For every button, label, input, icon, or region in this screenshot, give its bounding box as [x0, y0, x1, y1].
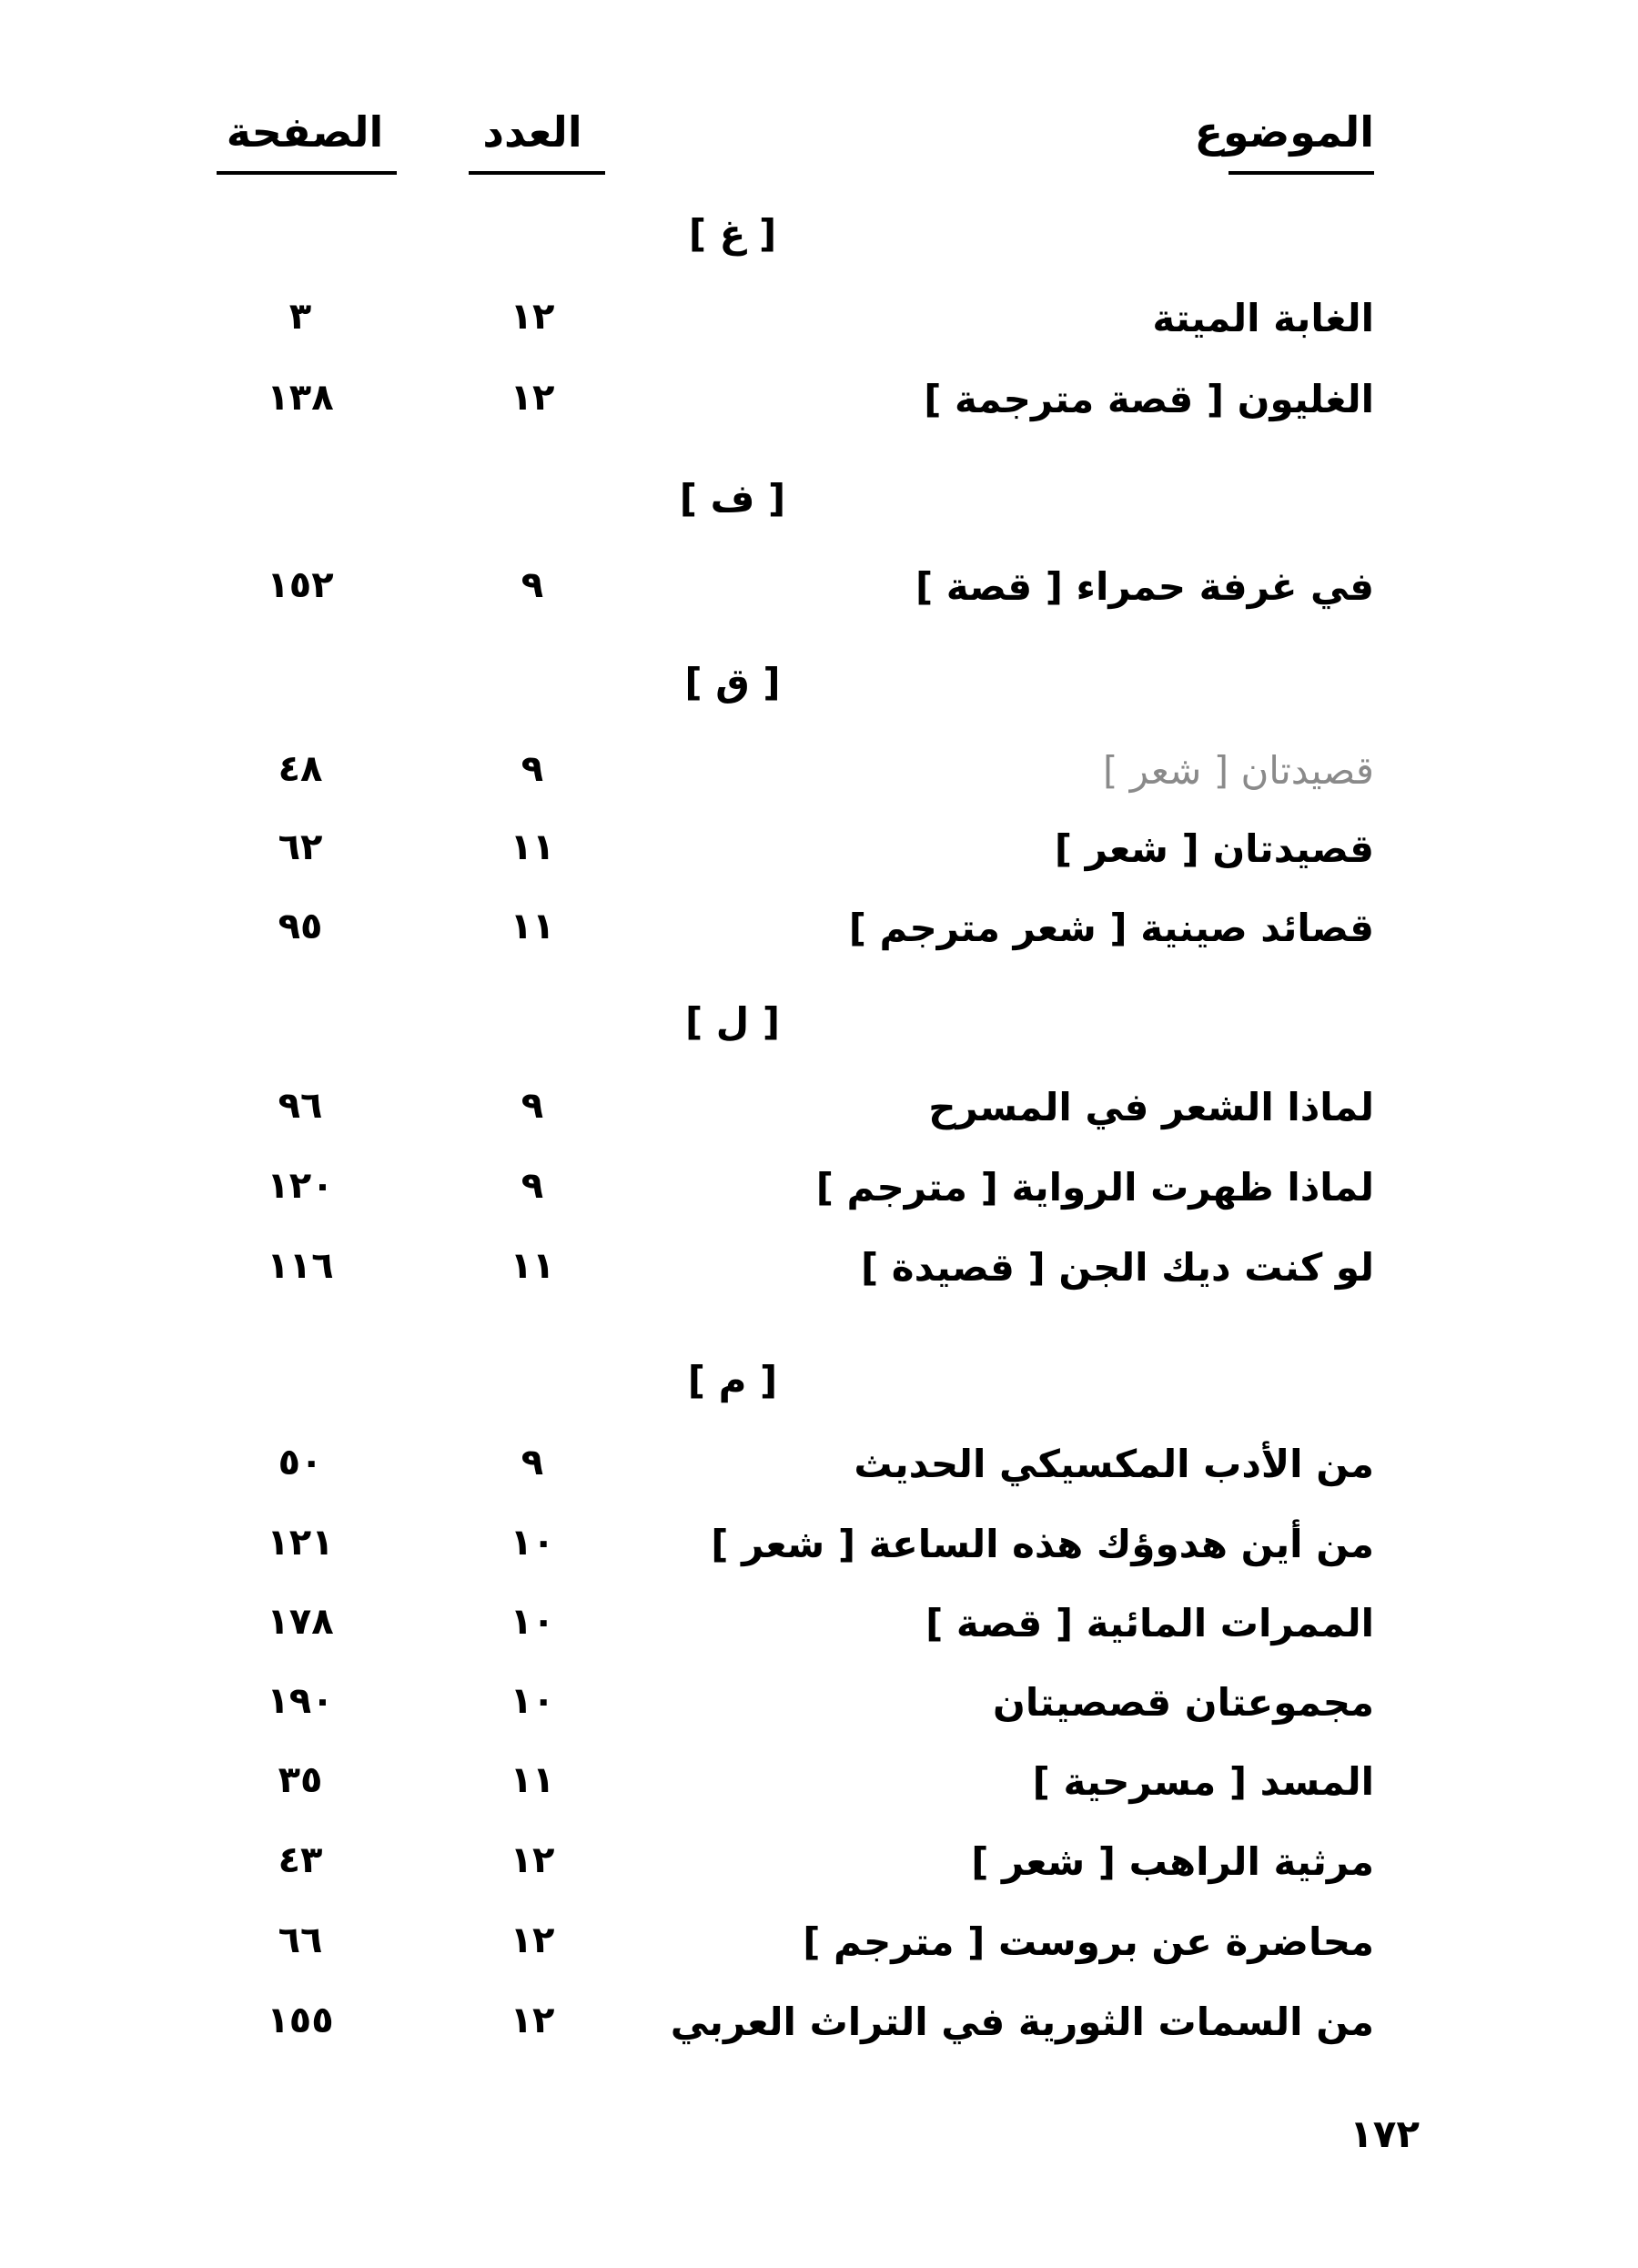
entry-title: الممرات المائية [ قصة ]: [925, 1601, 1374, 1645]
index-row: [0, 748, 1638, 812]
index-row: [0, 1919, 1638, 1983]
index-row: [0, 906, 1638, 969]
entry-title: الغابة الميتة: [1152, 296, 1374, 340]
index-row: [0, 564, 1638, 628]
header-issue-underline: [469, 171, 605, 175]
entry-title: لماذا الشعر في المسرح: [928, 1085, 1374, 1129]
entry-title: قصيدتان [ شعر ]: [1103, 748, 1374, 793]
entry-page: ٩٦: [278, 1085, 323, 1127]
section-letter-fa: [ ف ]: [679, 476, 786, 521]
index-row: [0, 1085, 1638, 1149]
index-row: [0, 377, 1638, 440]
entry-issue: ٩: [521, 1442, 544, 1483]
header-subject-underline: [1228, 171, 1374, 175]
entry-page: ١٥٢: [267, 564, 334, 606]
entry-page: ٤٣: [278, 1839, 323, 1881]
entry-issue: ١١: [510, 826, 555, 868]
entry-title: محاضرة عن بروست [ مترجم ]: [803, 1919, 1374, 1964]
entry-page: ٣: [288, 296, 312, 338]
entry-issue: ١٠: [510, 1522, 555, 1564]
entry-page: ١٢١: [267, 1522, 334, 1564]
entry-page: ٦٢: [278, 826, 323, 868]
entry-issue: ١٢: [510, 2000, 555, 2041]
entry-issue: ١٢: [510, 1839, 555, 1881]
entry-title: الغليون [ قصة مترجمة ]: [924, 377, 1374, 421]
section-letter-ghain: [ غ ]: [688, 211, 777, 256]
entry-title: من السمات الثورية في التراث العربي: [670, 2000, 1374, 2044]
entry-issue: ٩: [521, 1165, 544, 1207]
entry-title: المسد [ مسرحية ]: [1032, 1759, 1374, 1804]
entry-issue: ١٠: [510, 1601, 555, 1643]
entry-title: قصيدتان [ شعر ]: [1054, 826, 1374, 871]
page-number: ١٧٢: [1350, 2111, 1420, 2156]
entry-issue: ٩: [521, 1085, 544, 1127]
entry-issue: ٩: [521, 748, 544, 790]
entry-page: ٩٥: [278, 906, 323, 947]
index-row: [0, 296, 1638, 359]
header-issue: العدد: [482, 107, 582, 157]
entry-page: ١٢٠: [267, 1165, 334, 1207]
section-letter-mim: [ م ]: [687, 1358, 778, 1402]
header-subject: الموضوع: [1194, 107, 1374, 157]
entry-page: ١١٦: [267, 1245, 334, 1287]
index-row: [0, 1759, 1638, 1823]
entry-issue: ١١: [510, 1245, 555, 1287]
entry-page: ١٣٨: [267, 377, 334, 419]
entry-page: ٣٥: [278, 1759, 323, 1801]
entry-title: مرثية الراهب [ شعر ]: [971, 1839, 1374, 1884]
entry-page: ٥٠: [278, 1442, 323, 1483]
entry-issue: ١٢: [510, 377, 555, 419]
entry-page: ٤٨: [278, 748, 323, 790]
entry-title: من الأدب المكسيكي الحديث: [854, 1442, 1374, 1486]
index-row: [0, 1165, 1638, 1229]
index-row: [0, 2000, 1638, 2063]
entry-page: ١٥٥: [267, 2000, 334, 2041]
entry-title: لماذا ظهرت الرواية [ مترجم ]: [815, 1165, 1374, 1210]
header-page-underline: [217, 171, 397, 175]
entry-page: ١٩٠: [267, 1680, 334, 1722]
entry-issue: ١٢: [510, 1919, 555, 1961]
entry-title: من أين هدوؤك هذه الساعة [ شعر ]: [711, 1522, 1374, 1566]
index-row: [0, 1839, 1638, 1903]
entry-page: ٦٦: [278, 1919, 323, 1961]
entry-issue: ٩: [521, 564, 544, 606]
entry-title: في غرفة حمراء [ قصة ]: [915, 564, 1374, 609]
index-row: [0, 1601, 1638, 1665]
index-row: [0, 826, 1638, 890]
section-letter-lam: [ ل ]: [684, 999, 781, 1044]
entry-issue: ١٠: [510, 1680, 555, 1722]
header-page: الصفحة: [226, 107, 384, 157]
entry-issue: ١٢: [510, 296, 555, 338]
section-letter-qaf: [ ق ]: [684, 660, 781, 704]
entry-title: لو كنت ديك الجن [ قصيدة ]: [860, 1245, 1374, 1290]
entry-title: قصائد صينية [ شعر مترجم ]: [848, 906, 1374, 950]
entry-issue: ١١: [510, 1759, 555, 1801]
entry-title: مجموعتان قصصيتان: [992, 1680, 1374, 1725]
entry-issue: ١١: [510, 906, 555, 947]
index-row: [0, 1680, 1638, 1744]
index-row: [0, 1442, 1638, 1505]
index-row: [0, 1245, 1638, 1309]
index-row: [0, 1522, 1638, 1585]
entry-page: ١٧٨: [267, 1601, 334, 1643]
